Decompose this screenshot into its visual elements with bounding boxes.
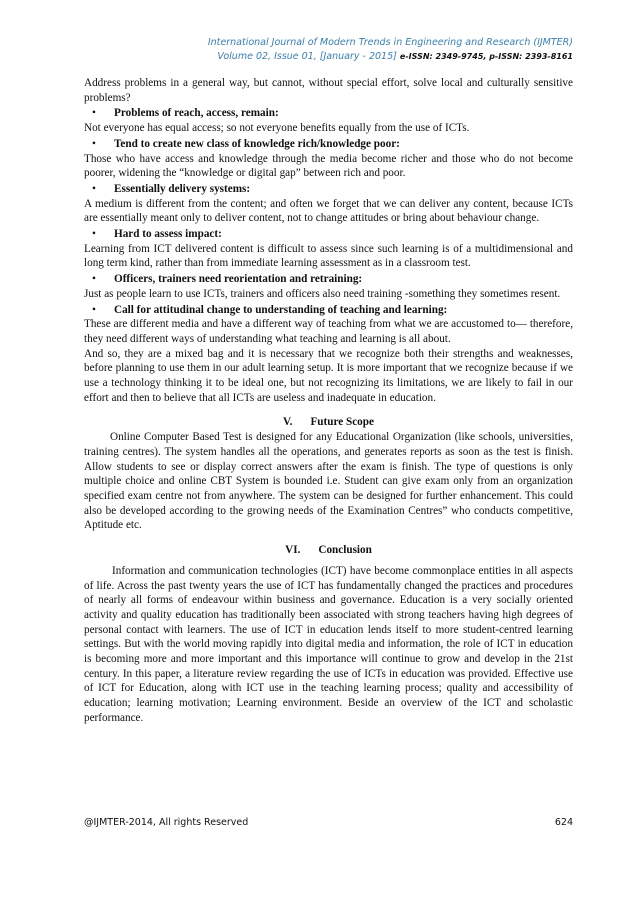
- intro-paragraph: Address problems in a general way, but cannot, without special effort, solve local and culturally sensitive problems?: [84, 77, 573, 104]
- bullet-heading: • Tend to create new class of knowledge rich/knowledge poor:: [92, 137, 400, 150]
- bullet-text: Those who have access and knowledge through the media become richer and those who do not become poorer, widening the “knowledge or digital gap” between rich and poor.: [84, 152, 573, 180]
- bullet-icon: •: [92, 228, 96, 241]
- bullet-text: Not everyone has equal access; so not everyone benefits equally from the use of ICTs.: [84, 122, 470, 135]
- conclusion-paragraph: Information and communication technologies (ICT) have become commonplace entities in all aspects of life. Across the past twenty years the use of ICT has fundamentally changed the practices and procedures of nearly all forms of endeavour within business and governance. Education is a very socially oriented activity and quality education has traditionally been associated with strong teachers having high degrees of personal contact with learners. The use of ICT in education lends itself to more student-centred learning settings. But with the world moving rapidly into digital media and information, the role of ICT in education is becoming more and more important and this importance will continue to grow and develop in the 21st century. In this paper, a literature review regarding the use of ICTs in education was provided. Effective use of ICT for Education, along with ICT use in the teaching learning process; quality and accessibility of education; learning motivation; Learning environment. Beside an overview of the ICT and scholastic performance.: [84, 564, 573, 724]
- bullet-heading: • Hard to assess impact:: [92, 228, 222, 241]
- bullet-icon: •: [92, 182, 96, 195]
- journal-issn: e-ISSN: 2349-9745, p-ISSN: 2393-8161: [399, 52, 573, 61]
- bullet-icon: •: [92, 303, 96, 316]
- bullet-heading: • Problems of reach, access, remain:: [92, 107, 279, 120]
- journal-volume: Volume 02, Issue 01, [January - 2015]: [217, 51, 397, 62]
- future-scope-paragraph: Online Computer Based Test is designed for any Educational Organization (like schools, universities, training centres). The system handles all the operations, and generates reports as soon as the test is finish. Allow students to see or display correct answers after the exam is finish. The type of questions is only multiple choice and online CBT System is bounded i.e. Student can give exam only from an organization specified exam centre not from anywhere. The system can be designed for further enhancement. This could also be developed according to the growing needs of the Examination Centres” who conducts competitive, Aptitude etc.: [84, 431, 573, 532]
- mixed-bag-paragraph: And so, they are a mixed bag and it is necessary that we recognize both their strengths and weaknesses, before planning to use them in our adult learning setup. It is more important that we recognize because if we use a technology thinking it to be ideal one, but not recognizing its limitations, we are likely to fail in our effort and then to believe that all ICTs are useless and inadequate in education.: [84, 347, 573, 404]
- article-body: [84, 76, 573, 726]
- section-heading-conclusion: VI. Conclusion: [285, 544, 372, 557]
- journal-volume-line: [217, 50, 573, 64]
- page-number: 624: [554, 817, 573, 828]
- bullet-text: These are different media and have a different way of teaching from what we are accustomed to— therefore, they need different ways of understanding what teaching and learning is all about.: [84, 318, 573, 345]
- bullet-icon: •: [92, 137, 96, 150]
- bullet-text: Learning from ICT delivered content is difficult to assess since such learning is of a multidimensional and long term kind, rather than from immediate learning assessment as in a classroom test.: [84, 242, 573, 270]
- bullet-icon: •: [92, 273, 96, 286]
- bullet-heading: • Call for attitudinal change to understanding of teaching and learning:: [92, 303, 448, 316]
- section-heading-future-scope: V. Future Scope: [283, 416, 374, 429]
- copyright-notice: @IJMTER-2014, All rights Reserved: [84, 817, 249, 828]
- bullet-heading: • Officers, trainers need reorientation and retraining:: [92, 273, 363, 286]
- bullet-icon: •: [92, 107, 96, 120]
- bullet-text: A medium is different from the content; and often we forget that we can deliver any content, because ICTs are essentially meant only to deliver content, not to change attitudes or bring about behaviour change.: [84, 197, 573, 225]
- bullet-text: Just as people learn to use ICTs, trainers and officers also need training -something they sometimes resent.: [84, 287, 561, 300]
- journal-title: International Journal of Modern Trends in Engineering and Research (IJMTER): [207, 37, 573, 48]
- bullet-heading: • Essentially delivery systems:: [92, 182, 251, 195]
